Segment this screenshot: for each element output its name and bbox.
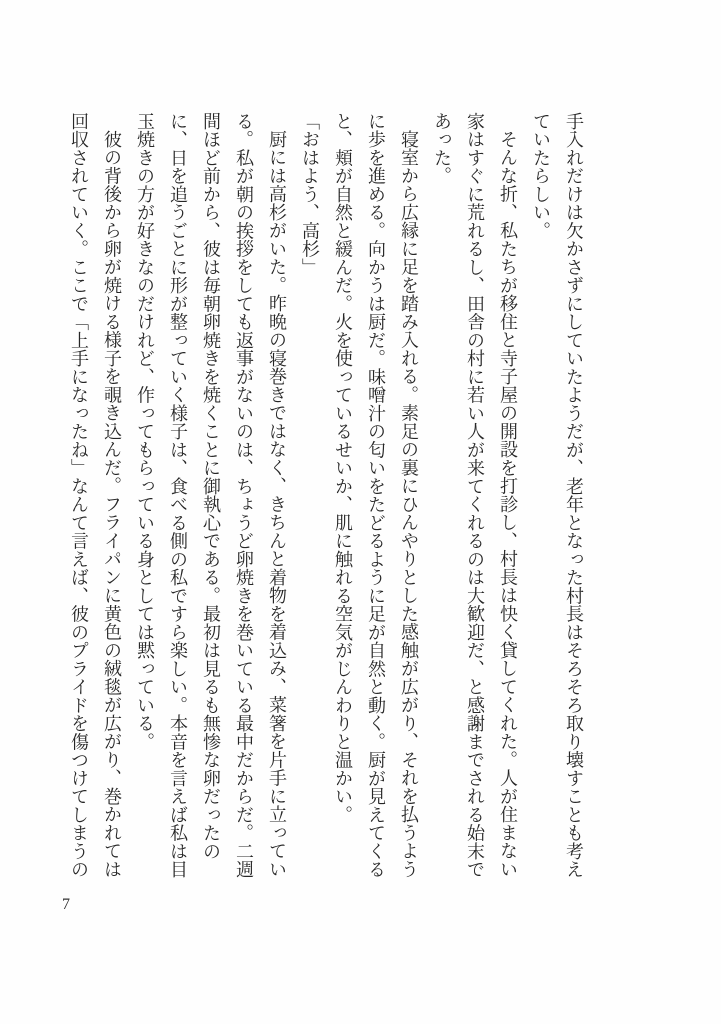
- paragraph: 彼の背後から卵が焼ける様子を覗き込んだ。フライパンに黄色の絨毯が広がり、巻かれては回収されていく。ここで「上手になったね」なんて言えば、彼のプライドを傷つけてしまうの: [69, 112, 122, 879]
- paragraph: 厨には高杉がいた。昨晩の寝巻きではなく、きちんと着物を着込み、菜箸を片手に立っている。私が朝の挨拶をしても返事がないのは、ちょうど卵焼きを巻いている最中だからだ。二週間ほど前から、彼は毎朝卵焼きを焼くことに御執心である。最初は見るも無惨な卵だったのに、日を追うごとに形が整っていく様子は、食べる側の私ですら楽しい。本音を言えば私は目玉焼きの方が好きなのだけれど、作ってもらっている身としては黙っている。: [135, 112, 287, 879]
- paragraph: 「おはよう、高杉」: [300, 112, 320, 277]
- paragraph: 手入れだけは欠かさずにしていたようだが、老年となった村長はそろそろ取り壊すことも考えていたらしい。: [531, 112, 584, 879]
- paragraph: そんな折、私たちが移住と寺子屋の開設を打診し、村長は快く貸してくれた。人が住まない家はすぐに荒れるし、田舎の村に若い人が来てくれるのは大歓迎だ、と感謝までされる始末であった。: [432, 112, 518, 879]
- page-number: 7: [62, 896, 70, 913]
- paragraph: 寝室から広縁に足を踏み入れる。素足の裏にひんやりとした感触が広がり、それを払うように歩を進める。向かうは厨だ。味噌汁の匂いをたどるように足が自然と動く。厨が見えてくると、頬が自然と緩んだ。火を使っているせいか、肌に触れる空気がじんわりと温かい。: [333, 112, 419, 879]
- text-block: [62, 112, 590, 879]
